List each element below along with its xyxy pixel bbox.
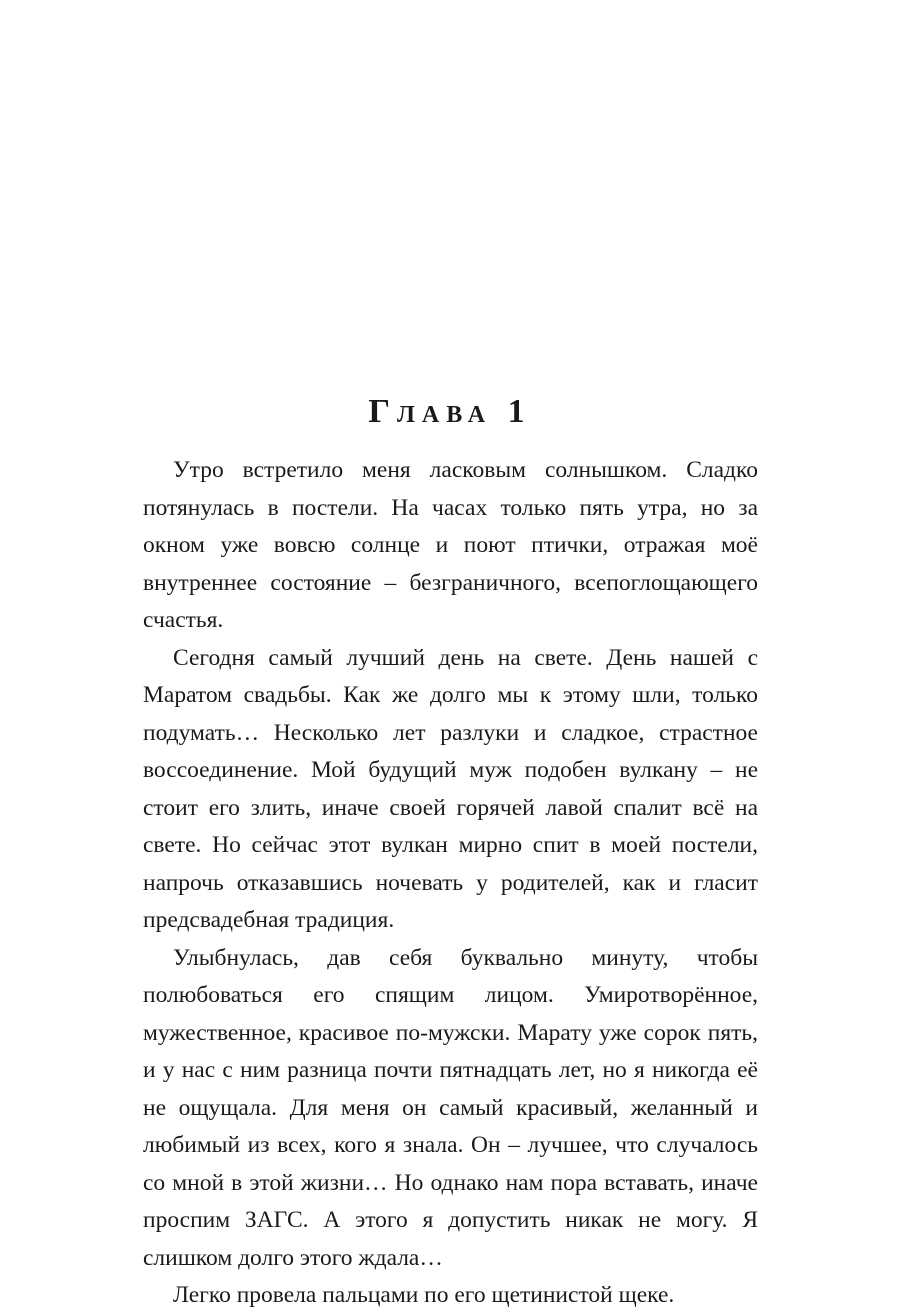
chapter-title: Глава 1 <box>368 393 532 430</box>
paragraph-4: Легко провела пальцами по его щетинистой щеке. <box>173 1282 675 1308</box>
paragraph-1: Утро встретило меня ласковым солнышком. Сладко потянулась в постели. На часах только пять утра, но за окном уже вовсю солнце и поют птички, отражая моё внутреннее состояние – безграничного, всепоглощающего счастья. <box>143 457 758 633</box>
chapter-text <box>143 452 758 1315</box>
paragraph-2: Сегодня самый лучший день на свете. День нашей с Маратом свадьбы. Как же долго мы к этому шли, только подумать… Несколько лет разлуки и сладкое, страстное воссоединение. Мой будущий муж подобен вулкану – не стоит его злить, иначе своей горячей лавой спалит всё на свете. Но сейчас этот вулкан мирно спит в моей постели, напрочь отказавшись ночевать у родителей, как и гласит предсвадебная традиция. <box>143 644 758 933</box>
paragraph-3: Улыбнулась, дав себя буквально минуту, чтобы полюбоваться его спящим лицом. Умиротворённое, мужественное, красивое по-мужски. Марату уже сорок пять, и у нас с ним разница почти пятнадцать лет, но я никогда её не ощущала. Для меня он самый красивый, желанный и любимый из всех, кого я знала. Он – лучшее, что случалось со мной в этой жизни… Но однако нам пора вставать, иначе проспим ЗАГС. А этого я допустить никак не могу. Я слишком долго этого ждала… <box>143 944 758 1271</box>
